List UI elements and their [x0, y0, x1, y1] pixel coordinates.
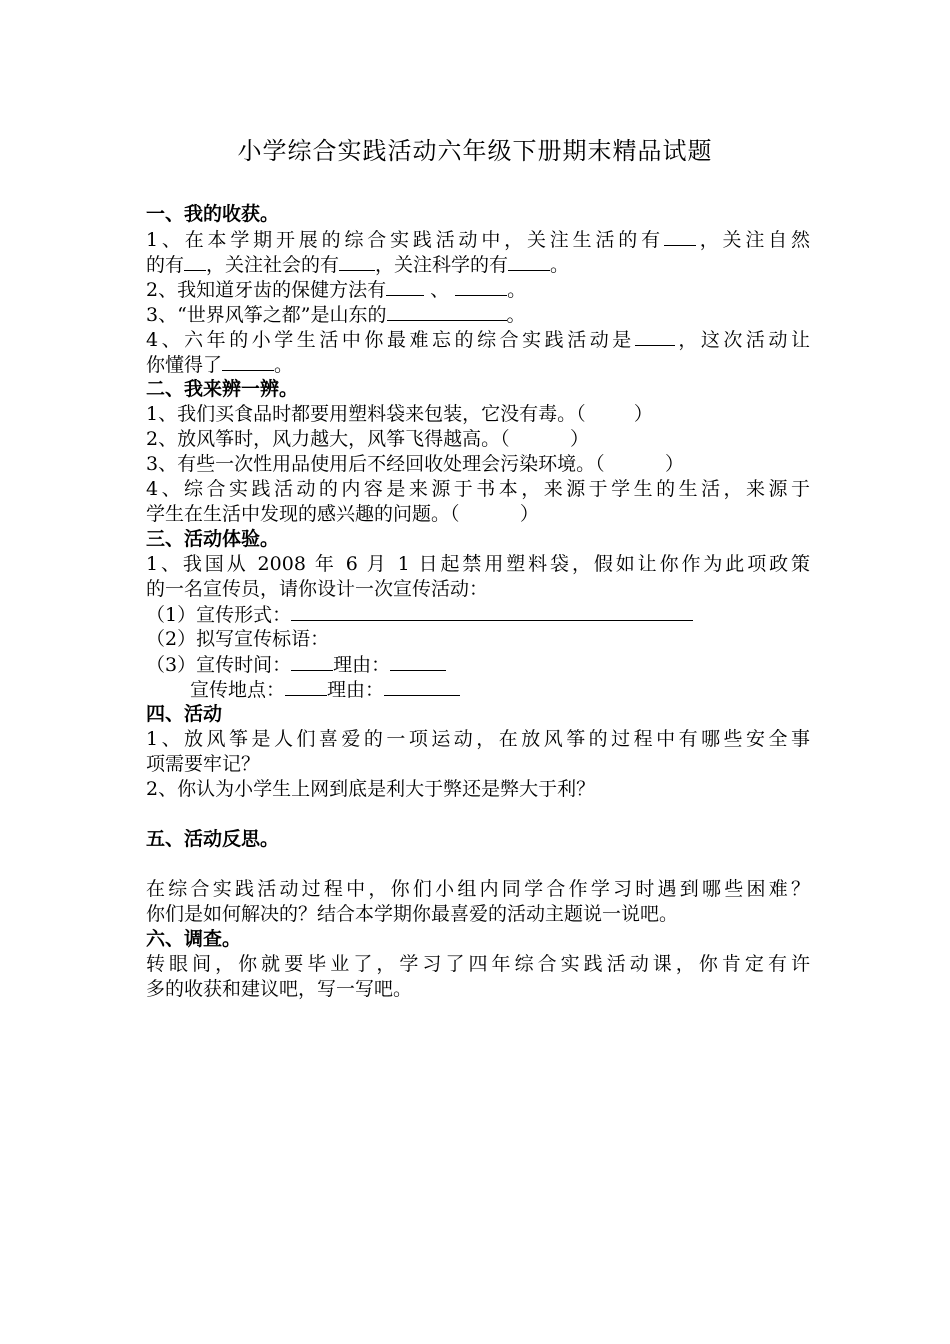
answer-blank[interactable] [455, 277, 507, 296]
s5-para-line2: 你们是如何解决的？结合本学期你最喜爱的活动主题说一说吧。 [146, 903, 679, 925]
section-1-heading: 一、我的收获。 [146, 203, 280, 225]
s1-q3-text-a: 3、“世界风筝之都”是山东的 [146, 304, 387, 326]
s4-q1-line2: 项需要牢记？ [146, 753, 261, 775]
s2-q4-line1: 4、综合实践活动的内容是来源于书本，来源于学生的生活，来源于 [146, 478, 810, 500]
s3-q1-line1: 1、我国从 2008 年 6 月 1 日起禁用塑料袋，假如让你作为此项政策 [146, 553, 810, 575]
s1-q1-line1 [146, 227, 810, 252]
s1-q1-text-a: 1、在本学期开展的综合实践活动中，关注生活的有 [146, 229, 664, 251]
s1-q1-text-d: ，关注社会的有 [206, 254, 340, 276]
answer-blank[interactable] [390, 652, 446, 671]
s2-q2: 2、放风筝时，风力越大，风筝飞得越高。（ ） [146, 428, 589, 450]
s6-para-line1: 转眼间，你就要毕业了，学习了四年综合实践活动课，你肯定有许 [146, 953, 810, 975]
s1-q4-text-a: 4、六年的小学生活中你最难忘的综合实践活动是 [146, 329, 635, 351]
s1-q4-text-c: 你懂得了 [146, 354, 223, 376]
s2-q3: 3、有些一次性用品使用后不经回收处理会污染环境。（ ） [146, 453, 684, 475]
section-4-heading: 四、活动 [146, 703, 223, 725]
s3-p2: （2）拟写宣传标语： [146, 628, 330, 650]
page-title: 小学综合实践活动六年级下册期末精品试题 [237, 137, 713, 165]
s4-q1-line1: 1、放风筝是人们喜爱的一项运动，在放风筝的过程中有哪些安全事 [146, 728, 810, 750]
s6-para-line2: 多的收获和建议吧，写一写吧。 [146, 978, 413, 1000]
answer-blank[interactable] [222, 352, 274, 371]
s1-q4-line1 [146, 327, 810, 352]
s1-q4-text-b: ，这次活动让 [674, 329, 810, 351]
s1-q3-text-b: 。 [506, 304, 526, 326]
s1-q2-text-b: 、 [424, 279, 450, 301]
s1-q2 [146, 277, 810, 302]
s1-q1-line2 [146, 252, 810, 277]
s1-q4-line2 [146, 352, 810, 377]
answer-blank[interactable] [508, 252, 550, 271]
answer-blank[interactable] [339, 252, 375, 271]
s2-q1: 1、我们买食品时都要用塑料袋来包装，它没有毒。（ ） [146, 403, 653, 425]
answer-blank[interactable] [291, 652, 333, 671]
s1-q4-text-d: 。 [274, 354, 294, 376]
s1-q1-text-b: ，关注自然 [695, 229, 810, 251]
s1-q1-text-e: ，关注科学的有 [375, 254, 509, 276]
exam-content [146, 202, 810, 1002]
answer-blank[interactable] [184, 252, 206, 271]
answer-blank[interactable] [384, 677, 460, 696]
section-6-heading: 六、调查。 [146, 928, 242, 950]
s1-q2-text-c: 。 [507, 279, 527, 301]
s3-p3-label: （3）宣传时间： [146, 654, 292, 676]
s1-q3 [146, 302, 810, 327]
s3-q1-line2: 的一名宣传员，请你设计一次宣传活动： [146, 578, 489, 600]
answer-blank[interactable] [285, 677, 327, 696]
s3-p4-label: 宣传地点： [190, 679, 286, 701]
s3-p1 [146, 602, 810, 627]
section-3-heading: 三、活动体验。 [146, 528, 280, 550]
spacer [146, 852, 810, 877]
s4-q2: 2、你认为小学生上网到底是利大于弊还是弊大于利？ [146, 778, 596, 800]
s3-p4 [146, 677, 810, 702]
answer-blank[interactable] [664, 227, 696, 246]
s3-p1-label: （1）宣传形式： [146, 604, 292, 626]
s3-p3 [146, 652, 810, 677]
s1-q1-text-f: 。 [550, 254, 570, 276]
section-2-heading: 二、我来辨一辨。 [146, 378, 299, 400]
answer-blank[interactable] [635, 327, 675, 346]
s2-q4-line2: 学生在生活中发现的感兴趣的问题。（ ） [146, 503, 539, 525]
answer-blank[interactable] [386, 277, 424, 296]
spacer [146, 802, 810, 827]
answer-blank[interactable] [291, 602, 693, 621]
s3-p3-reason-label: 理由： [333, 654, 391, 676]
section-5-heading: 五、活动反思。 [146, 828, 280, 850]
s3-p4-reason-label: 理由： [327, 679, 385, 701]
answer-blank[interactable] [387, 302, 507, 321]
s5-para-line1: 在综合实践活动过程中，你们小组内同学合作学习时遇到哪些困难？ [146, 878, 810, 900]
s1-q1-text-c: 的有 [146, 254, 185, 276]
s1-q2-text-a: 2、我知道牙齿的保健方法有 [146, 279, 387, 301]
